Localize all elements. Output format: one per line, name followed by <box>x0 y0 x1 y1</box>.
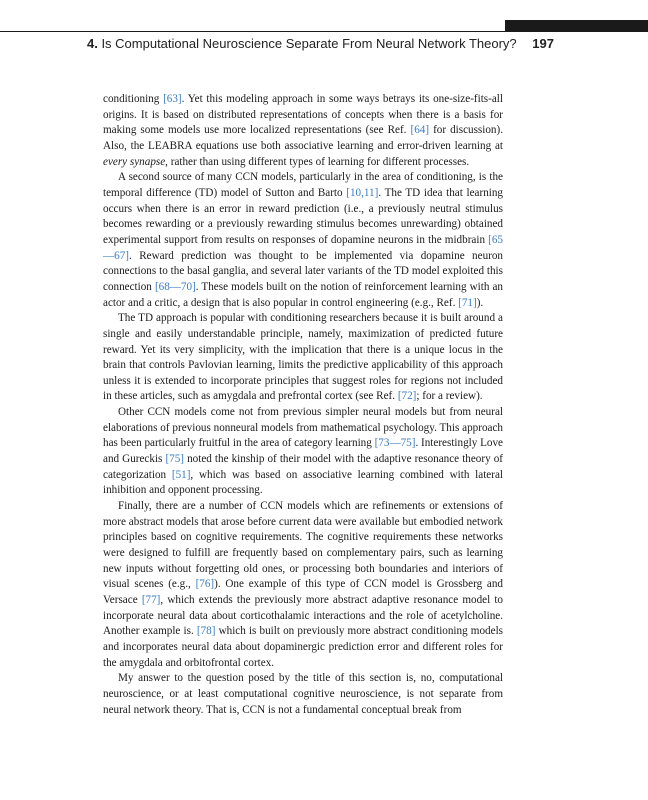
running-head <box>84 36 554 51</box>
body-text <box>103 92 503 718</box>
citation-link[interactable]: [68—70] <box>154 280 196 293</box>
citation-link[interactable]: [63] <box>163 93 182 105</box>
emphasis: every synapse <box>103 155 166 168</box>
chapter-number: 4. <box>86 36 98 51</box>
citation-link[interactable]: [64] <box>410 124 430 137</box>
page-number: 197 <box>532 36 554 51</box>
citation-link[interactable]: [75] <box>165 453 185 466</box>
citation-link[interactable]: [10,11] <box>346 186 379 199</box>
paragraph: Other CCN models come not from previous simpler neural models but from neural elaborations of previous nonneural models from mathematical psychology. This approach has been particularly fruitful in the area of category learning [73—75]. Interestingly Love and Gureckis [75] noted the kinship of their model with the adaptive resonance theory of categorization [51], which was based on associative learning combined with lateral inhibition and opponent processing. <box>103 406 504 497</box>
citation-link[interactable]: [77] <box>141 594 161 606</box>
paragraph: A second source of many CCN models, particularly in the area of conditioning, is the temporal difference (TD) model of Sutton and Barto [10,11]. The TD idea that learning occurs when there is an error in reward prediction (i.e., a previously neutral stimulus becomes rewarding or a previously rewarding stimulus becomes unrewarding) obtained experimental support from results on responses of dopamine neurons in the midbrain [65—67]. Reward prediction was thought to be implemented via dopamine neuron connections to the basal ganglia, and several later variants of the TD model exploited this connection [68—70]. These models built on the notion of reinforcement learning with an actor and a critic, a design that is also popular in control engineering (e.g., Ref. [71]). <box>103 171 503 309</box>
citation-link[interactable]: [71] <box>458 296 477 309</box>
citation-link[interactable]: [78] <box>196 625 216 638</box>
paragraph: The TD approach is popular with conditioning researchers because it is built around a single and easily understandable principle, namely, maximization of predicted future reward. Yet its very simplicity, with the implication that there is a unique locus in the brain that controls Pavlovian learning, limits the predictive applicability of this approach unless it is extended to incorporate principles that suggest roles for regions not included in these articles, such as amygdala and prefrontal cortex (see Ref. [72]; for a review). <box>103 312 503 403</box>
citation-link[interactable]: [73—75] <box>374 437 416 450</box>
paragraph: My answer to the question posed by the title of this section is, no, computational neuroscience, or at least computational cognitive neuroscience, is not separate from neural network theory. That is, CCN is not a fundamental conceptual break from <box>103 672 503 716</box>
chapter-title: Is Computational Neuroscience Separate From Neural Network Theory? <box>101 36 517 51</box>
paragraph: Finally, there are a number of CCN models which are refinements or extensions of more abstract models that arose before current data were available but embodied network principles based on cognitive requirements. The cognitive requirements these networks were designed to fulfill are frequently based on complementary pairs, such as learning new inputs without forgetting old ones, or processing both boundaries and interiors of visual scenes (e.g., [76]). One example of this type of CCN model is Grossberg and Versace [77], which extends the previously more abstract adaptive resonance model to incorporate neural data about corticothalamic interactions and the role of acetylcholine. Another example is. [78] which is built on previously more abstract conditioning models and incorporates neural data about dopaminergic prediction error and different roles for the amygdala and orbitofrontal cortex. <box>103 500 504 669</box>
header-accent-bar <box>505 20 648 31</box>
header-rule <box>0 31 648 32</box>
paragraph: conditioning [63]. Yet this modeling approach in some ways betrays its one-size-fits-all origins. It is based on distributed representations of concepts when there is a basis for making some models use more localized representations (see Ref. [64] for discussion). Also, the LEABRA equations use both associative learning and error-driven learning at every synapse, rather than using different types of learning for different processes. <box>103 93 503 168</box>
citation-link[interactable]: [65—67] <box>103 233 503 262</box>
citation-link[interactable]: [72] <box>397 390 417 403</box>
citation-link[interactable]: [51] <box>171 468 191 481</box>
citation-link[interactable]: [76] <box>195 578 215 591</box>
